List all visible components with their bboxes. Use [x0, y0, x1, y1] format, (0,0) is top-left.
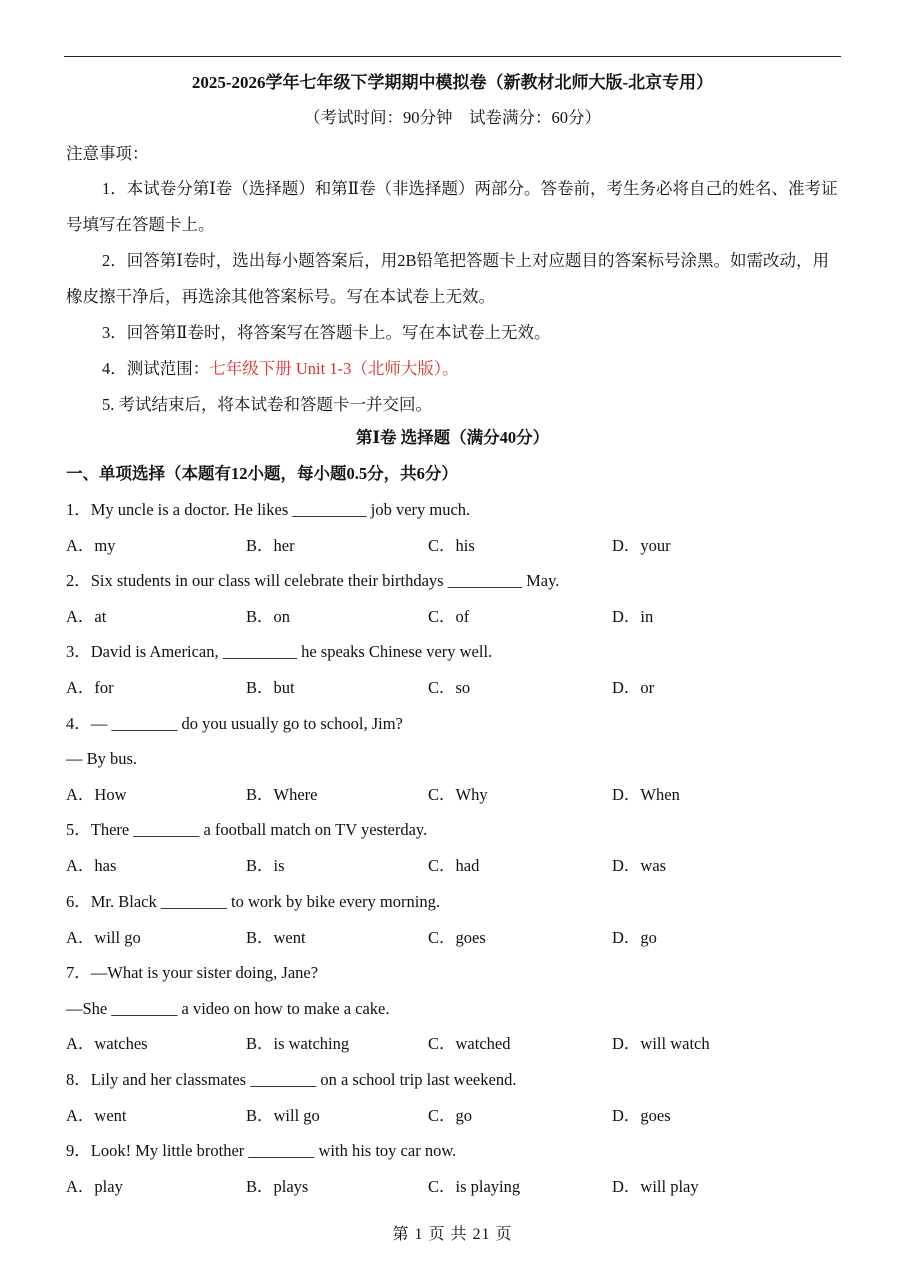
question-7-reply: —She ________ a video on how to make a cake. — [66, 999, 390, 1018]
notice-item-3: 3．回答第Ⅱ卷时，将答案写在答题卡上。写在本试卷上无效。 — [102, 323, 551, 342]
q5-option-d: D．was — [612, 856, 667, 875]
question-1: 1．My uncle is a doctor. He likes _________ job very much. — [66, 500, 471, 519]
q3-option-a: A．for — [66, 678, 114, 697]
part-heading: 一、单项选择（本题有12小题，每小题0.5分，共6分） — [66, 464, 458, 483]
q6-option-c: C．goes — [428, 928, 486, 947]
q6-option-a: A．will go — [66, 928, 141, 947]
q6-option-d: D．go — [612, 928, 657, 947]
q5-option-a: A．has — [66, 856, 117, 875]
question-8: 8．Lily and her classmates ________ on a school trip last weekend. — [66, 1070, 517, 1089]
q1-option-a: A．my — [66, 536, 116, 555]
q8-option-c: C．go — [428, 1106, 473, 1125]
q9-option-b: B．plays — [246, 1177, 309, 1196]
notice-item-4-label: 4．测试范围： — [102, 359, 210, 378]
q1-option-c: C．his — [428, 536, 475, 555]
q7-option-d: D．will watch — [612, 1034, 710, 1053]
q9-option-c: C．is playing — [428, 1177, 521, 1196]
q8-option-d: D．goes — [612, 1106, 671, 1125]
q9-option-a: A．play — [66, 1177, 123, 1196]
notice-item-4 — [66, 351, 841, 387]
q5-option-b: B．is — [246, 856, 285, 875]
question-2: 2．Six students in our class will celebrate their birthdays _________ May. — [66, 571, 560, 590]
q7-option-c: C．watched — [428, 1034, 511, 1053]
q5-option-c: C．had — [428, 856, 480, 875]
q2-option-d: D．in — [612, 607, 654, 626]
section-heading: 第Ⅰ卷 选择题（满分40分） — [355, 428, 550, 447]
question-9: 9．Look! My little brother ________ with his toy car now. — [66, 1141, 457, 1160]
test-scope: 七年级下册 Unit 1-3（北师大版）。 — [209, 359, 459, 378]
q3-option-d: D．or — [612, 678, 655, 697]
q1-option-b: B．her — [246, 536, 295, 555]
q2-option-c: C．of — [428, 607, 470, 626]
top-rule — [64, 56, 841, 57]
q4-option-c: C．Why — [428, 785, 488, 804]
q3-option-c: C．so — [428, 678, 471, 697]
question-6: 6．Mr. Black ________ to work by bike every morning. — [66, 892, 440, 911]
q4-option-b: B．Where — [246, 785, 318, 804]
q2-option-b: B．on — [246, 607, 291, 626]
q6-option-b: B．went — [246, 928, 306, 947]
q3-option-b: B．but — [246, 678, 295, 697]
exam-subtitle: （考试时间：90分钟 试卷满分：60分） — [304, 108, 601, 127]
q4-option-a: A．How — [66, 785, 127, 804]
question-5: 5．There ________ a football match on TV yesterday. — [66, 820, 428, 839]
q7-option-b: B．is watching — [246, 1034, 350, 1053]
question-4: 4．— ________ do you usually go to school, Jim? — [66, 714, 403, 733]
question-4-reply: — By bus. — [66, 749, 138, 768]
notice-heading: 注意事项： — [66, 144, 149, 163]
exam-title: 2025-2026学年七年级下学期期中模拟卷（新教材北师大版-北京专用） — [191, 73, 714, 92]
notice-item-2: 2．回答第Ⅰ卷时，选出每小题答案后，用2B铅笔把答题卡上对应题目的答案标号涂黑。如需改动，用橡皮擦干净后，再选涂其他答案标号。写在本试卷上无效。 — [66, 251, 830, 306]
page-footer: 第 1 页 共 21 页 — [392, 1226, 513, 1243]
notice-item-5: 5. 考试结束后，将本试卷和答题卡一并交回。 — [102, 395, 432, 414]
q1-option-d: D．your — [612, 536, 671, 555]
notice-item-1: 1．本试卷分第Ⅰ卷（选择题）和第Ⅱ卷（非选择题）两部分。答卷前，考生务必将自己的姓名、准考证号填写在答题卡上。 — [66, 179, 838, 234]
q2-option-a: A．at — [66, 607, 107, 626]
q9-option-d: D．will play — [612, 1177, 699, 1196]
q8-option-a: A．went — [66, 1106, 127, 1125]
q7-option-a: A．watches — [66, 1034, 148, 1053]
question-3: 3．David is American, _________ he speaks Chinese very well. — [66, 642, 493, 661]
question-7: 7．—What is your sister doing, Jane? — [66, 963, 319, 982]
q4-option-d: D．When — [612, 785, 680, 804]
q8-option-b: B．will go — [246, 1106, 320, 1125]
